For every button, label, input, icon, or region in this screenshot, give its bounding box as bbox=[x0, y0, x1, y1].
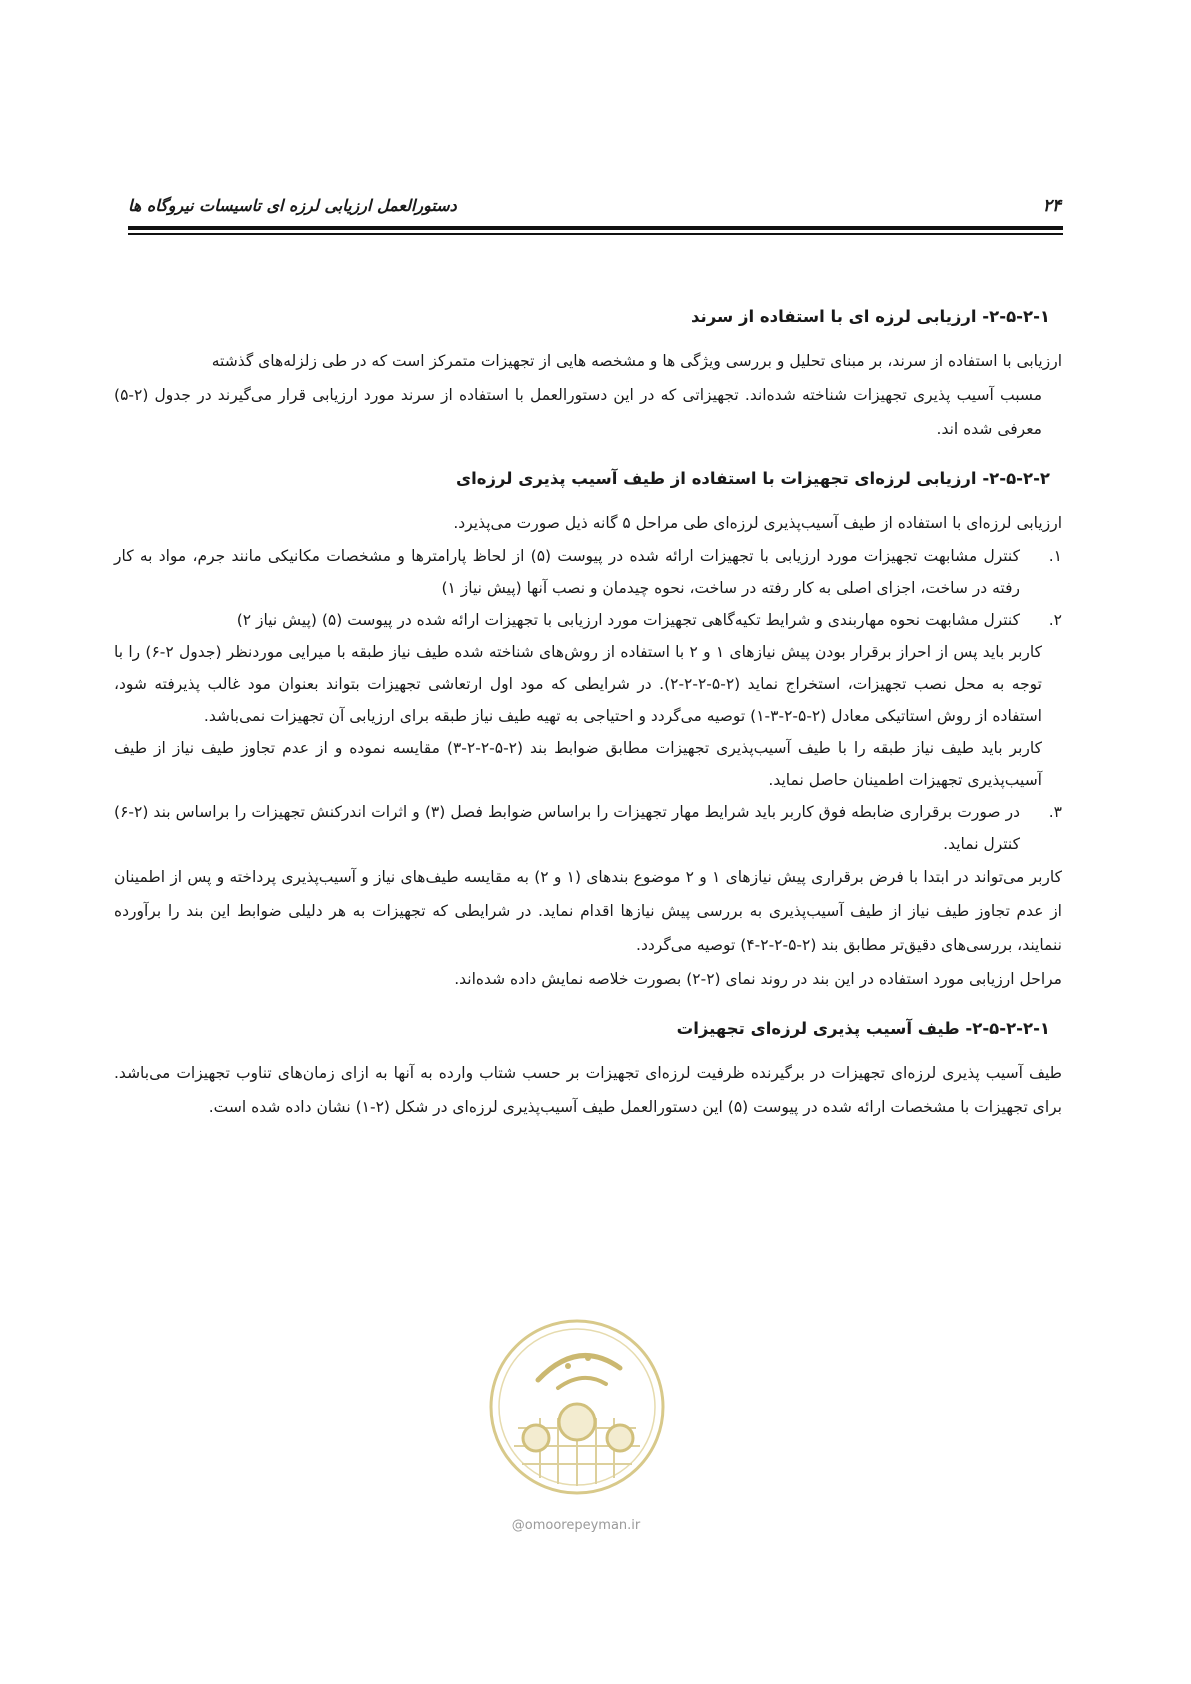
running-title: دستورالعمل ارزیابی لرزه ای تاسیسات نیروگاه ها bbox=[128, 196, 457, 215]
header-rule-thin bbox=[128, 233, 1063, 235]
list-text: کنترل مشابهت تجهیزات مورد ارزیابی با تجهیزات ارائه شده در پیوست (۵) از لحاظ پارامترها و مشخصات مکانیکی مانند جرم، مواد به کار رفته در ساخت، اجزای اصلی به کار رفته در ساخت، نحوه چیدمان و نصب آنها (پیش نیاز ۱) bbox=[114, 547, 1020, 597]
list-number: ۳. bbox=[1048, 803, 1062, 821]
paragraph-continuation: مسبب آسیب پذیری تجهیزات شناخته شده‌اند. تجهیزاتی که در این دستورالعمل با استفاده از سرند مورد ارزیابی قرار می‌گیرند در جدول (۲-۵) معرفی شده اند. bbox=[114, 386, 1042, 438]
paragraph-flowchart-note: مراحل ارزیابی مورد استفاده در این بند در روند نمای (۲-۲) بصورت خلاصه نمایش داده شده‌اند. bbox=[454, 970, 1062, 988]
paragraph-spectrum: طیف آسیب پذیری لرزه‌ای تجهیزات در برگیرنده ظرفیت لرزه‌ای تجهیزات بر حسب شتاب وارده به آنها به ازای زمان‌های تناوب تجهیزات می‌باشد. برای تجهیزات با مشخصات ارائه شده در پیوست (۵) این دستورالعمل طیف آسیب‌پذیری لرزه‌ای در شکل (۲-۱) نشان داده شده است. bbox=[114, 1064, 1062, 1116]
seal-watermark-icon bbox=[488, 1318, 666, 1496]
list-number: ۱. bbox=[1048, 547, 1062, 565]
page-header bbox=[128, 196, 1063, 220]
list-number: ۲. bbox=[1048, 611, 1062, 629]
paragraph-line: ارزیابی با استفاده از سرند، بر مبنای تحلیل و بررسی ویژگی ها و مشخصه هایی از تجهیزات متمرکز است که در طی زلزله‌های گذشته bbox=[211, 352, 1062, 370]
page-body bbox=[114, 302, 1062, 1124]
page-number: ۲۴ bbox=[1042, 196, 1061, 216]
paragraph-comparison: کاربر باید طیف نیاز طبقه را با طیف آسیب‌پذیری تجهیزات مطابق ضوابط بند (۲-۵-۲-۲-۳) مقایسه نموده و از عدم تجاوز طیف نیاز از طیف آسیب‌پذیری تجهیزات اطمینان حاصل نماید. bbox=[114, 739, 1043, 789]
paragraph-intro: ارزیابی لرزه‌ای با استفاده از طیف آسیب‌پذیری لرزه‌ای طی مراحل ۵ گانه ذیل صورت می‌پذیرد. bbox=[453, 514, 1062, 532]
paragraph-demand-spectrum: کاربر باید پس از احراز برقرار بودن پیش نیازهای ۱ و ۲ با استفاده از روش‌های شناخته شده طیف نیاز طبقه با میرایی موردنظر (جدول ۲-۶) را با توجه به محل نصب تجهیزات، استخراج نماید (۲-۵-۲-۲-۲). در شرایطی که مود اول ارتعاشی تجهیزات بتواند بعنوان مود غالب پذیرفته شود، استفاده از روش استاتیکی معادل (۲-۵-۲-۳-۱) توصیه می‌گردد و احتیاجی به تهیه طیف نیاز طبقه برای ارزیابی آن تجهیزات نمی‌باشد. bbox=[114, 643, 1043, 725]
section-heading-screening: ۲-۵-۲-۱- ارزیابی لرزه ای با استفاده از سرند bbox=[691, 307, 1050, 326]
list-item-1 bbox=[114, 540, 1062, 604]
list-text: کنترل مشابهت نحوه مهاربندی و شرایط تکیه‌گاهی تجهیزات مورد ارزیابی با تجهیزات ارائه شده در پیوست (۵) (پیش نیاز ۲) bbox=[236, 611, 1020, 629]
list-text: در صورت برقراری ضابطه فوق کاربر باید شرایط مهار تجهیزات را براساس ضوابط فصل (۳) و اثرات اندرکنش تجهیزات را براساس بند (۲-۶) کنترل نماید. bbox=[114, 803, 1020, 853]
section-screening-body bbox=[114, 344, 1062, 446]
section-heading-fragility: ۲-۵-۲-۲- ارزیابی لرزه‌ای تجهیزات با استفاده از طیف آسیب پذیری لرزه‌ای bbox=[456, 469, 1050, 488]
header-rule-thick bbox=[128, 226, 1063, 230]
list-item-2 bbox=[114, 604, 1062, 636]
paragraph-procedure: کاربر می‌تواند در ابتدا با فرض برقراری پیش نیازهای ۱ و ۲ موضوع بندهای (۱ و ۲) به مقایسه طیف‌های نیاز و آسیب‌پذیری پرداخته و پس از اطمینان از عدم تجاوز طیف نیاز از طیف آسیب‌پذیری به بررسی پیش نیازها اقدام نماید. در شرایطی که تجهیزات به هر دلیلی ضوابط این بند را برآورده ننمایند، بررسی‌های دقیق‌تر مطابق بند (۲-۵-۲-۲-۴) توصیه می‌گردد. bbox=[114, 868, 1062, 954]
watermark-url: @omoorepeyman.ir bbox=[511, 1518, 641, 1533]
section-heading-spectrum: ۲-۵-۲-۲-۱- طیف آسیب پذیری لرزه‌ای تجهیزات bbox=[676, 1019, 1050, 1038]
list-item-3 bbox=[114, 796, 1062, 860]
